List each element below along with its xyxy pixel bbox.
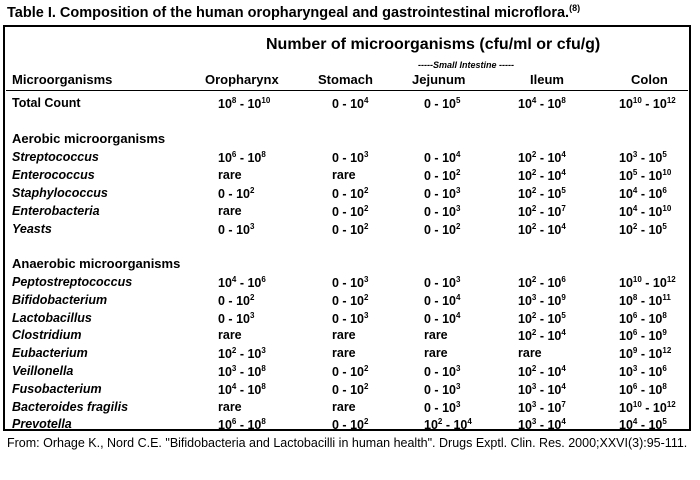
cell-streptococcus-oropharynx: $10^6 - 10^8$ (218, 150, 266, 165)
col-header-stomach: Stomach (318, 72, 373, 87)
table-row (0, 186, 688, 204)
cell-fusobacterium-stomach: $0 - 10^2$ (332, 381, 369, 397)
row-label-total-count: Total Count (12, 96, 81, 110)
cell-clostridium-ileum: $10^2 - 10^4$ (518, 328, 566, 344)
cell-prevotella-colon: $10^4 - 10^5$ (619, 417, 667, 433)
cell-veillonella-jejunum: $0 - 10^3$ (424, 364, 461, 379)
cell-veillonella-colon: $10^3 - 10^6$ (619, 364, 667, 379)
cell-veillonella-oropharynx: $10^3 - 10^8$ (218, 364, 266, 379)
cell-bifidobacterium-oropharynx: $0 - 10^2$ (218, 292, 255, 308)
table-title: Table I. Composition of the human oropharyngeal and gastrointestinal microflora.$^{(8)}$ (7, 3, 581, 21)
cell-prevotella-jejunum: $10^2 - 10^4$ (424, 417, 472, 433)
cell-clostridium-oropharynx: rare (218, 328, 242, 343)
row-label-bacteroides-fragilis: Bacteroides fragilis (12, 399, 129, 414)
cell-lactobacillus-ileum: $10^2 - 10^5$ (518, 310, 566, 326)
cell-prevotella-oropharynx: $10^6 - 10^8$ (218, 417, 266, 433)
table-row (0, 150, 688, 168)
row-label-yeasts: Yeasts (12, 222, 52, 236)
cell-staphylococcus-colon: $10^4 - 10^6$ (619, 186, 667, 201)
cell-enterobacteria-oropharynx: rare (218, 204, 242, 218)
cell-yeasts-ileum: $10^2 - 10^4$ (518, 222, 566, 237)
table-row (0, 168, 688, 186)
row-label-peptostreptococcus: Peptostreptococcus (12, 275, 133, 289)
cell-total-count-oropharynx: $10^8 - 10^{10}$ (218, 96, 271, 111)
table-row (0, 382, 688, 400)
section-anaerobic: Anaerobic microorganisms (12, 256, 181, 271)
cell-eubacterium-oropharynx: $10^2 - 10^3$ (218, 346, 266, 362)
cell-eubacterium-colon: $10^9 - 10^{12}$ (619, 346, 672, 362)
cell-bacteroides-fragilis-ileum: $10^3 - 10^7$ (518, 399, 566, 415)
cell-enterobacteria-colon: $10^4 - 10^{10}$ (619, 204, 672, 219)
row-label-fusobacterium: Fusobacterium (12, 381, 102, 396)
cell-peptostreptococcus-ileum: $10^2 - 10^6$ (518, 275, 566, 290)
cell-clostridium-stomach: rare (332, 328, 356, 343)
cell-bifidobacterium-ileum: $10^3 - 10^9$ (518, 292, 566, 308)
cell-clostridium-colon: $10^6 - 10^9$ (619, 328, 667, 344)
row-label-streptococcus: Streptococcus (12, 150, 99, 164)
cell-bacteroides-fragilis-colon: $10^{10} - 10^{12}$ (619, 399, 676, 415)
cell-total-count-jejunum: $0 - 10^5$ (424, 96, 461, 111)
cell-enterobacteria-stomach: $0 - 10^2$ (332, 204, 369, 219)
cell-total-count-ileum: $10^4 - 10^8$ (518, 96, 566, 111)
cell-lactobacillus-colon: $10^6 - 10^8$ (619, 310, 667, 326)
cell-peptostreptococcus-jejunum: $0 - 10^3$ (424, 275, 461, 290)
row-label-bifidobacterium: Bifidobacterium (12, 292, 108, 307)
header-divider (6, 90, 688, 91)
table-row (0, 311, 688, 329)
row-label-veillonella: Veillonella (12, 364, 74, 378)
cell-streptococcus-jejunum: $0 - 10^4$ (424, 150, 461, 165)
cell-bifidobacterium-colon: $10^8 - 10^{11}$ (619, 292, 671, 308)
table-row (0, 293, 688, 311)
table-row (0, 364, 688, 382)
cell-fusobacterium-colon: $10^6 - 10^8$ (619, 381, 667, 397)
cell-peptostreptococcus-stomach: $0 - 10^3$ (332, 275, 369, 290)
row-label-prevotella: Prevotella (12, 417, 72, 432)
cell-eubacterium-jejunum: rare (424, 346, 448, 361)
col-header-colon: Colon (631, 72, 668, 87)
cell-bifidobacterium-stomach: $0 - 10^2$ (332, 292, 369, 308)
col-header-jejunum: Jejunum (412, 72, 466, 87)
cell-eubacterium-stomach: rare (332, 346, 356, 361)
table-row (0, 328, 688, 346)
cell-yeasts-oropharynx: $0 - 10^3$ (218, 222, 255, 237)
table-row (0, 222, 688, 240)
table-row (0, 400, 688, 418)
table-row (0, 346, 688, 364)
cell-yeasts-stomach: $0 - 10^2$ (332, 222, 369, 237)
small-intestine-label: -----Small Intestine ----- (418, 60, 514, 70)
cell-enterococcus-oropharynx: rare (218, 168, 242, 182)
cell-bacteroides-fragilis-oropharynx: rare (218, 399, 242, 414)
cell-yeasts-colon: $10^2 - 10^5$ (619, 222, 667, 237)
cell-total-count-stomach: $0 - 10^4$ (332, 96, 369, 111)
cell-streptococcus-stomach: $0 - 10^3$ (332, 150, 369, 165)
cell-staphylococcus-stomach: $0 - 10^2$ (332, 186, 369, 201)
row-label-clostridium: Clostridium (12, 328, 82, 343)
cell-lactobacillus-jejunum: $0 - 10^4$ (424, 310, 461, 326)
cell-fusobacterium-ileum: $10^3 - 10^4$ (518, 381, 566, 397)
cell-fusobacterium-jejunum: $0 - 10^3$ (424, 381, 461, 397)
source-citation: From: Orhage K., Nord C.E. "Bifidobacteria and Lactobacilli in human health". Drugs Exptl. Clin. Res. 2000;XXVI(3):95-111. (7, 436, 688, 450)
cell-bifidobacterium-jejunum: $0 - 10^4$ (424, 292, 461, 308)
cell-total-count-colon: $10^{10} - 10^{12}$ (619, 96, 676, 111)
col-header-microorganisms: Microorganisms (12, 72, 113, 87)
cell-enterococcus-stomach: rare (332, 168, 356, 182)
cell-staphylococcus-ileum: $10^2 - 10^5$ (518, 186, 566, 201)
row-label-enterobacteria: Enterobacteria (12, 204, 100, 218)
cell-peptostreptococcus-colon: $10^{10} - 10^{12}$ (619, 275, 676, 290)
col-header-oropharynx: Oropharynx (205, 72, 279, 87)
cell-veillonella-stomach: $0 - 10^2$ (332, 364, 369, 379)
cell-staphylococcus-jejunum: $0 - 10^3$ (424, 186, 461, 201)
table-row (0, 275, 688, 293)
cell-peptostreptococcus-oropharynx: $10^4 - 10^6$ (218, 275, 266, 290)
col-header-ileum: Ileum (530, 72, 564, 87)
cell-streptococcus-ileum: $10^2 - 10^4$ (518, 150, 566, 165)
cell-fusobacterium-oropharynx: $10^4 - 10^8$ (218, 381, 266, 397)
table-row (0, 417, 688, 435)
column-group-heading: Number of microorganisms (cfu/ml or cfu/g) (266, 36, 601, 53)
cell-lactobacillus-oropharynx: $0 - 10^3$ (218, 310, 255, 326)
cell-lactobacillus-stomach: $0 - 10^3$ (332, 310, 369, 326)
cell-yeasts-jejunum: $0 - 10^2$ (424, 222, 461, 237)
cell-enterobacteria-ileum: $10^2 - 10^7$ (518, 204, 566, 219)
row-label-eubacterium: Eubacterium (12, 346, 88, 361)
cell-bacteroides-fragilis-jejunum: $0 - 10^3$ (424, 399, 461, 415)
row-label-enterococcus: Enterococcus (12, 168, 95, 182)
cell-streptococcus-colon: $10^3 - 10^5$ (619, 150, 667, 165)
cell-veillonella-ileum: $10^2 - 10^4$ (518, 364, 566, 379)
cell-enterococcus-ileum: $10^2 - 10^4$ (518, 168, 566, 183)
section-aerobic: Aerobic microorganisms (12, 131, 166, 146)
cell-prevotella-ileum: $10^3 - 10^4$ (518, 417, 566, 433)
table-row (0, 204, 688, 222)
cell-eubacterium-ileum: rare (518, 346, 542, 361)
cell-bacteroides-fragilis-stomach: rare (332, 399, 356, 414)
cell-enterococcus-colon: $10^5 - 10^{10}$ (619, 168, 672, 183)
table-row (0, 96, 688, 114)
cell-staphylococcus-oropharynx: $0 - 10^2$ (218, 186, 255, 201)
cell-enterococcus-jejunum: $0 - 10^2$ (424, 168, 461, 183)
row-label-staphylococcus: Staphylococcus (12, 186, 108, 200)
cell-prevotella-stomach: $0 - 10^2$ (332, 417, 369, 433)
cell-clostridium-jejunum: rare (424, 328, 448, 343)
cell-enterobacteria-jejunum: $0 - 10^3$ (424, 204, 461, 219)
row-label-lactobacillus: Lactobacillus (12, 310, 92, 325)
title-reference: (8) (569, 3, 581, 13)
